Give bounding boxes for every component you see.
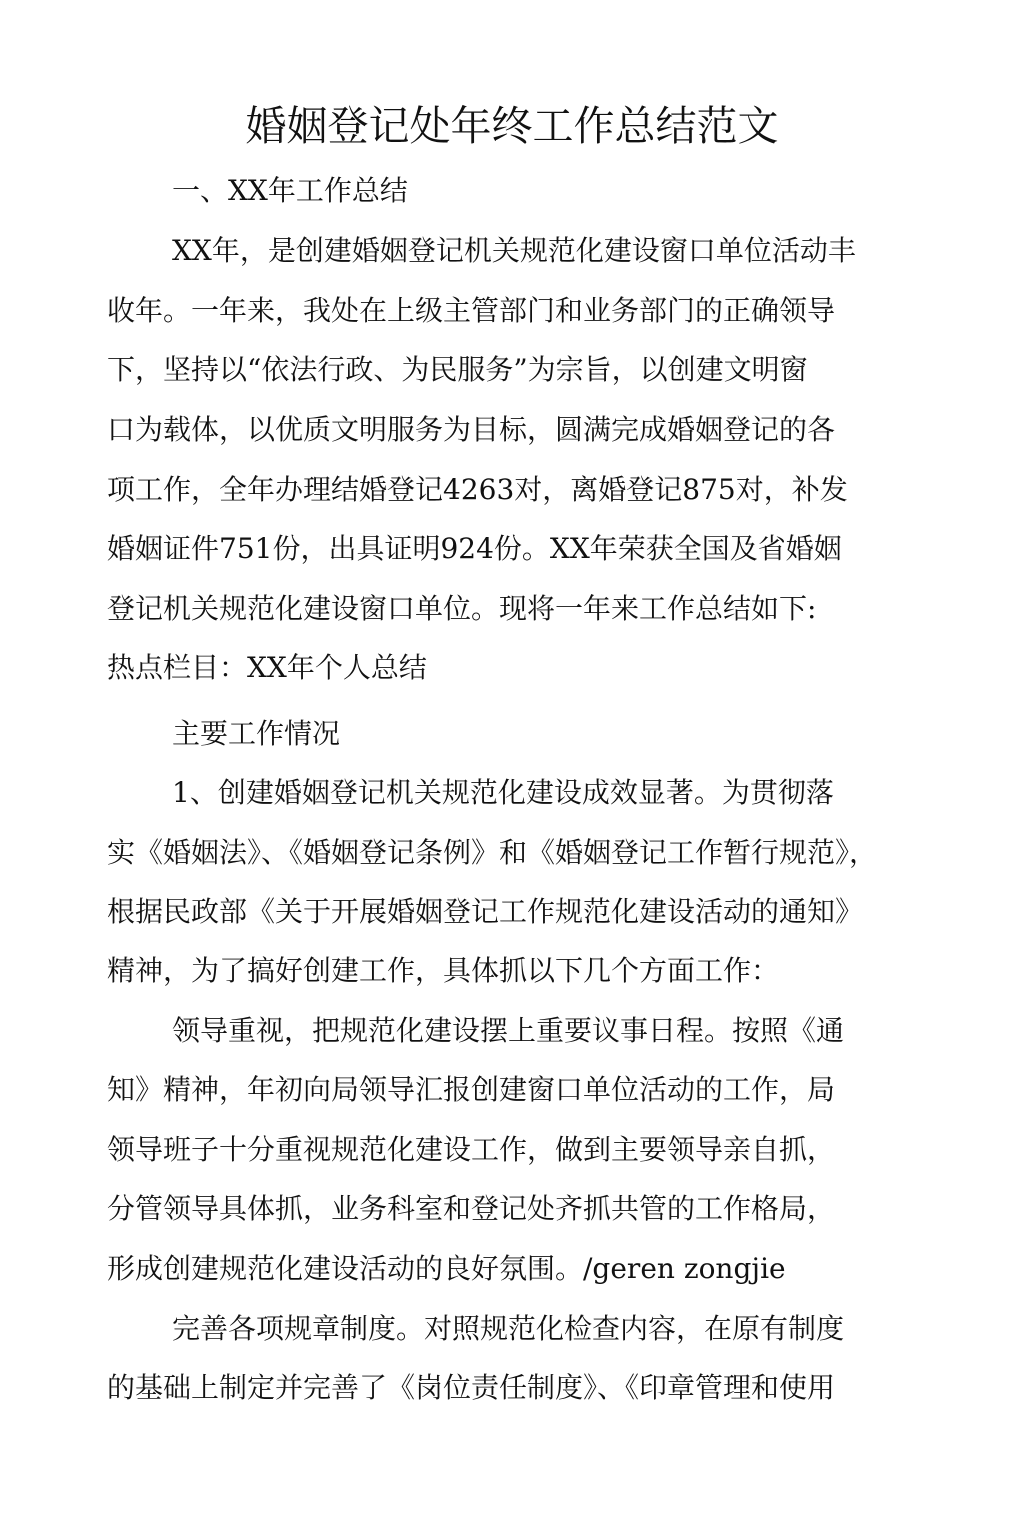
paragraph-line: 婚姻证件751份，出具证明924份。XX年荣获全国及省婚姻 [107,532,842,565]
paragraph-line: 实《婚姻法》、《婚姻登记条例》和《婚姻登记工作暂行规范》， [107,836,878,869]
paragraph-line: 分管领导具体抓，业务科室和登记处齐抓共管的工作格局， [107,1192,836,1225]
paragraph-line: 收年。一年来，我处在上级主管部门和业务部门的正确领导 [107,294,836,327]
paragraph-line: 形成创建规范化建设活动的良好氛围。/geren zongjie [107,1252,786,1285]
hot-topic-line: 热点栏目：XX年个人总结 [107,651,427,684]
paragraph-line: 精神，为了搞好创建工作，具体抓以下几个方面工作： [107,954,780,987]
paragraph-line: 完善各项规章制度。对照规范化检查内容，在原有制度 [172,1312,845,1345]
paragraph-line: 根据民政部《关于开展婚姻登记工作规范化建设活动的通知》 [107,895,864,928]
paragraph-line: XX年，是创建婚姻登记机关规范化建设窗口单位活动丰 [172,234,856,267]
document-title: 婚姻登记处年终工作总结范文 [245,102,779,150]
paragraph-line: 1、创建婚姻登记机关规范化建设成效显著。为贯彻落 [172,776,834,809]
section-heading: 主要工作情况 [172,717,341,750]
paragraph-line: 的基础上制定并完善了《岗位责任制度》、《印章管理和使用 [107,1371,836,1404]
paragraph-line: 登记机关规范化建设窗口单位。现将一年来工作总结如下: [107,592,817,625]
paragraph-line: 项工作，全年办理结婚登记4263对，离婚登记875对，补发 [107,473,848,506]
paragraph-line: 下，坚持以“依法行政、为民服务”为宗旨，以创建文明窗 [107,353,808,386]
section-heading: 一、XX年工作总结 [172,174,408,207]
paragraph-line: 领导重视，把规范化建设摆上重要议事日程。按照《通 [172,1014,845,1047]
paragraph-line: 领导班子十分重视规范化建设工作，做到主要领导亲自抓， [107,1133,836,1166]
paragraph-line: 口为载体，以优质文明服务为目标，圆满完成婚姻登记的各 [107,413,836,446]
paragraph-line: 知》精神，年初向局领导汇报创建窗口单位活动的工作，局 [107,1073,836,1106]
